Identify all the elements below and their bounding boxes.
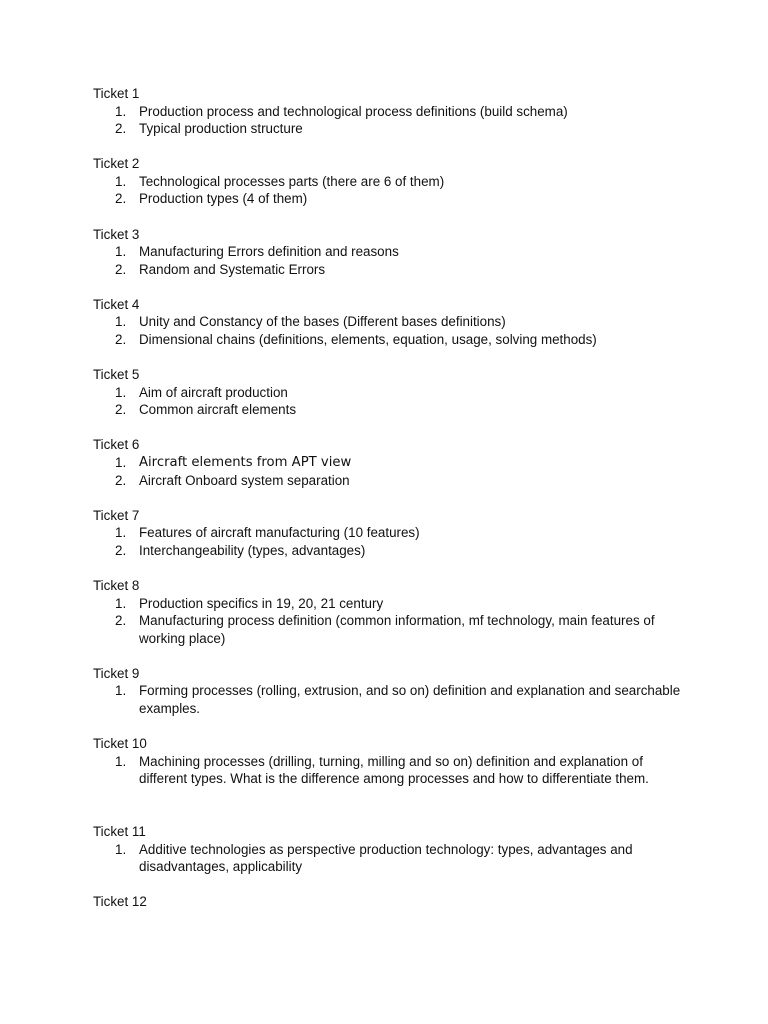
list-item — [93, 384, 693, 402]
item-text: Technological processes parts (there are 6 of them) — [139, 173, 445, 189]
item-number: 1. — [115, 841, 127, 857]
ticket-12 — [93, 893, 693, 911]
list-item — [93, 261, 693, 279]
item-number: 2. — [115, 261, 127, 277]
item-text: Aim of aircraft production — [139, 384, 288, 400]
item-text: Production specifics in 19, 20, 21 century — [139, 595, 384, 611]
ticket-title: Ticket 12 — [93, 894, 147, 910]
ticket-question-list — [93, 595, 693, 648]
list-item — [93, 103, 693, 121]
list-item — [93, 454, 693, 472]
list-item — [93, 173, 693, 191]
list-item — [93, 472, 693, 490]
list-item — [93, 753, 693, 788]
ticket-title: Ticket 10 — [93, 736, 147, 752]
item-number: 2. — [115, 613, 127, 629]
list-item — [93, 120, 693, 138]
item-text: Manufacturing process definition (common information, mf technology, main features of working place) — [139, 613, 655, 646]
ticket-question-list — [93, 753, 693, 788]
list-item — [93, 401, 693, 419]
item-number: 2. — [115, 472, 127, 488]
ticket-1 — [93, 85, 693, 138]
ticket-title: Ticket 8 — [93, 577, 140, 593]
item-text: Production process and technological process definitions (build schema) — [139, 103, 568, 119]
ticket-question-list — [93, 682, 693, 717]
item-number: 2. — [115, 332, 127, 348]
ticket-title: Ticket 7 — [93, 507, 140, 523]
item-number: 2. — [115, 121, 127, 137]
item-text: Unity and Constancy of the bases (Different bases definitions) — [139, 314, 506, 330]
ticket-9 — [93, 665, 693, 718]
item-text: Additive technologies as perspective production technology: types, advantages and disadvantages, applicability — [139, 841, 633, 875]
ticket-title: Ticket 11 — [93, 823, 146, 839]
ticket-title: Ticket 6 — [93, 437, 140, 453]
item-text: Common aircraft elements — [139, 402, 297, 418]
list-item — [93, 313, 693, 331]
item-number: 1. — [115, 595, 127, 611]
list-item — [93, 841, 693, 876]
item-number: 2. — [115, 402, 127, 418]
list-item — [93, 682, 693, 717]
ticket-question-list — [93, 524, 693, 559]
item-number: 1. — [115, 314, 127, 330]
item-number: 1. — [115, 455, 127, 470]
ticket-7 — [93, 507, 693, 560]
ticket-8 — [93, 577, 693, 647]
ticket-10 — [93, 735, 693, 788]
ticket-question-list — [93, 173, 693, 208]
item-number: 1. — [115, 244, 127, 260]
ticket-5 — [93, 366, 693, 419]
item-text: Forming processes (rolling, extrusion, and so on) definition and explanation and searchable examples. — [139, 683, 681, 717]
item-text: Typical production structure — [139, 121, 303, 137]
item-number: 1. — [115, 525, 127, 541]
list-item — [93, 542, 693, 560]
ticket-title: Ticket 9 — [93, 665, 140, 681]
item-text: Aircraft Onboard system separation — [139, 472, 350, 488]
ticket-question-list — [93, 841, 693, 876]
ticket-question-list — [93, 313, 693, 348]
ticket-4 — [93, 296, 693, 349]
item-number: 1. — [115, 753, 127, 769]
list-item — [93, 595, 693, 613]
ticket-title: Ticket 2 — [93, 156, 140, 172]
item-text: Dimensional chains (definitions, elements, equation, usage, solving methods) — [139, 332, 597, 348]
item-text: Aircraft elements from APT view — [139, 455, 352, 470]
item-text: Production types (4 of them) — [139, 191, 308, 207]
list-item — [93, 612, 693, 647]
list-item — [93, 524, 693, 542]
ticket-6 — [93, 436, 693, 489]
item-text: Manufacturing Errors definition and reasons — [139, 244, 399, 260]
ticket-title: Ticket 3 — [93, 226, 140, 242]
ticket-11 — [93, 823, 693, 876]
ticket-question-list — [93, 243, 693, 278]
document-body — [93, 85, 693, 928]
list-item — [93, 190, 693, 208]
ticket-question-list — [93, 103, 693, 138]
item-number: 2. — [115, 542, 127, 558]
list-item — [93, 331, 693, 349]
item-number: 1. — [115, 103, 127, 119]
ticket-3 — [93, 226, 693, 279]
item-number: 1. — [115, 173, 127, 189]
list-item — [93, 243, 693, 261]
ticket-question-list — [93, 384, 693, 419]
item-text: Features of aircraft manufacturing (10 features) — [139, 525, 420, 541]
item-number: 2. — [115, 191, 127, 207]
ticket-title: Ticket 5 — [93, 367, 140, 383]
item-number: 1. — [115, 683, 127, 699]
ticket-title: Ticket 4 — [93, 296, 140, 312]
item-text: Random and Systematic Errors — [139, 261, 326, 277]
ticket-title: Ticket 1 — [93, 86, 140, 101]
item-text: Interchangeability (types, advantages) — [139, 542, 366, 558]
ticket-2 — [93, 155, 693, 208]
item-number: 1. — [115, 384, 127, 400]
ticket-question-list — [93, 454, 693, 489]
item-text: Machining processes (drilling, turning, milling and so on) definition and explanation of different types. What is the difference among processes and how to differentiate them. — [139, 753, 649, 787]
